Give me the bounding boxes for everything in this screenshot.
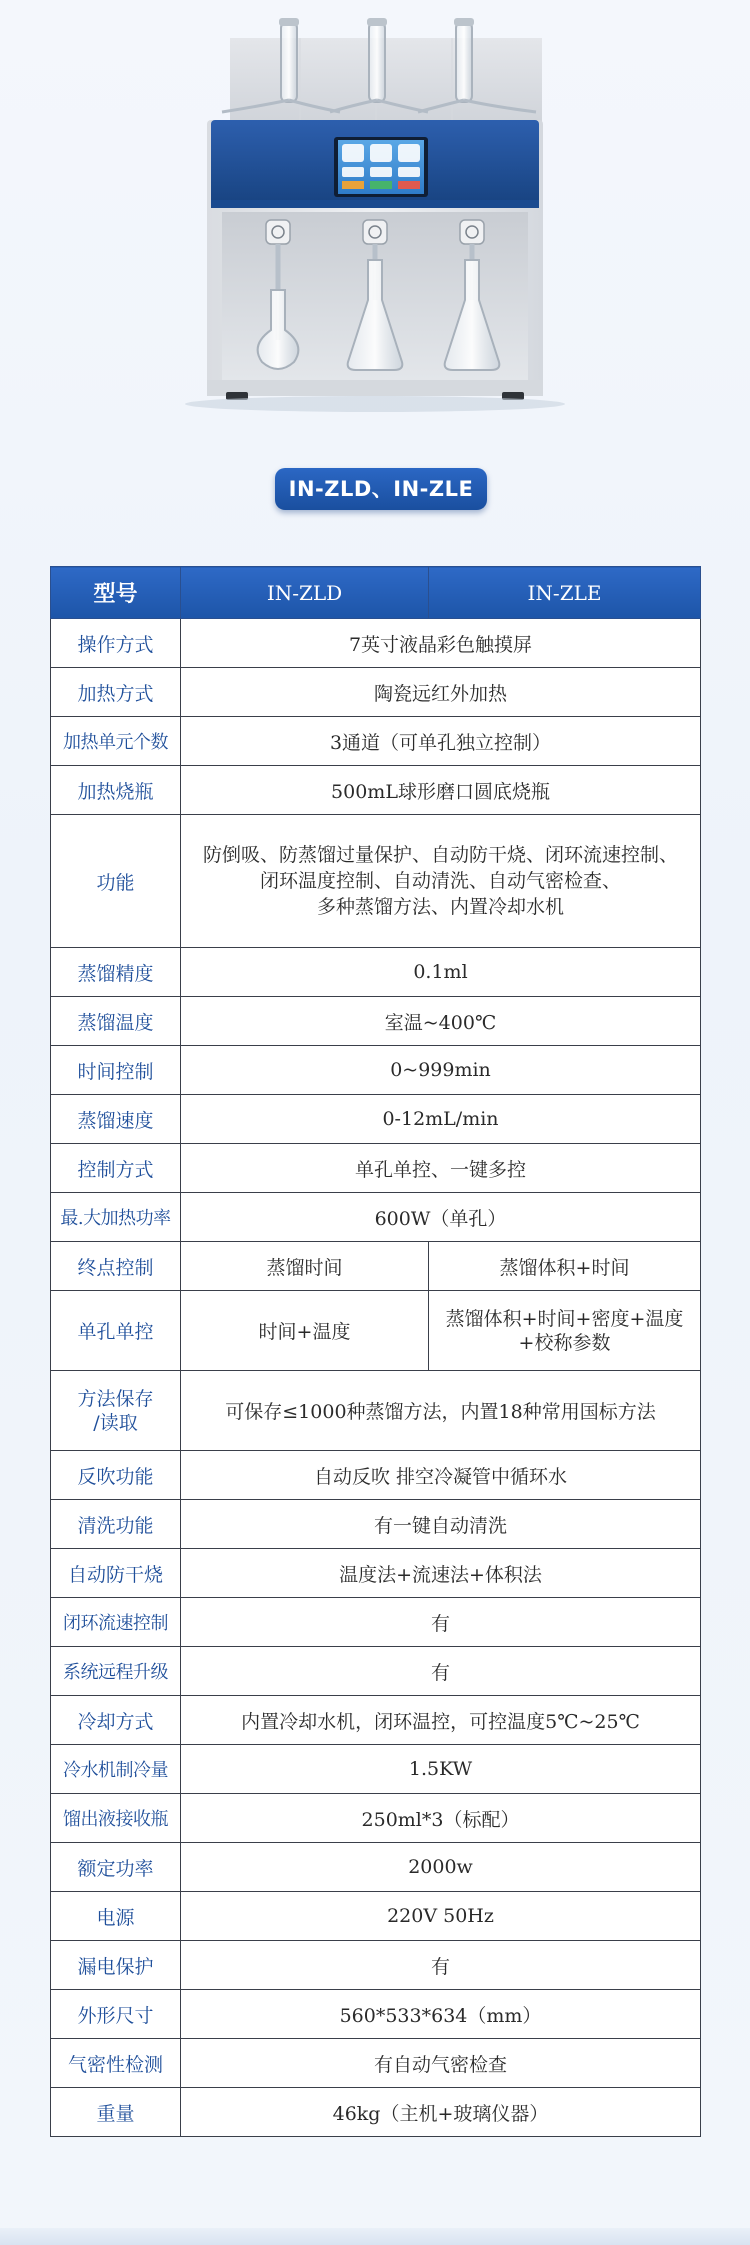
row-value: 有自动气密检查 — [181, 2039, 701, 2088]
row-value: 内置冷却水机，闭环温控，可控温度5℃~25℃ — [181, 1696, 701, 1745]
row-value: 600W（单孔） — [181, 1193, 701, 1242]
row-label: 加热方式 — [51, 668, 181, 717]
row-label: 自动防干烧 — [51, 1549, 181, 1598]
table-row — [51, 717, 701, 766]
row-label-line: 方法保存 — [77, 1387, 154, 1410]
row-label: 加热单元个数 — [51, 717, 181, 766]
row-label: 终点控制 — [51, 1242, 181, 1291]
table-row — [51, 2039, 701, 2088]
row-value: 单孔单控、一键多控 — [181, 1144, 701, 1193]
table-row — [51, 1046, 701, 1095]
row-label: 蒸馏精度 — [51, 948, 181, 997]
row-value-a: 时间+温度 — [181, 1291, 429, 1371]
row-value: 有 — [181, 1941, 701, 1990]
row-value: 陶瓷远红外加热 — [181, 668, 701, 717]
row-label: 闭环流速控制 — [51, 1598, 181, 1647]
bottom-strip — [0, 2228, 750, 2245]
row-label: 气密性检测 — [51, 2039, 181, 2088]
row-label: 操作方式 — [51, 619, 181, 668]
row-value: 250ml*3（标配） — [181, 1794, 701, 1843]
row-label: 清洗功能 — [51, 1500, 181, 1549]
row-value: 可保存≤1000种蒸馏方法，内置18种常用国标方法 — [181, 1371, 701, 1451]
row-label-line: /读取 — [93, 1411, 138, 1434]
row-label: 控制方式 — [51, 1144, 181, 1193]
table-row — [51, 2088, 701, 2137]
row-value: 室温~400℃ — [181, 997, 701, 1046]
row-value-line: 防倒吸、防蒸馏过量保护、自动防干烧、闭环流速控制、 — [202, 844, 678, 866]
spec-table — [50, 566, 701, 2137]
row-value-b — [429, 1291, 701, 1371]
row-value: 0.1ml — [181, 948, 701, 997]
row-value: 0-12mL/min — [181, 1095, 701, 1144]
table-row — [51, 1095, 701, 1144]
row-label — [51, 1371, 181, 1451]
row-label: 最.大加热功率 — [51, 1193, 181, 1242]
table-row — [51, 1794, 701, 1843]
row-label: 电源 — [51, 1892, 181, 1941]
row-label: 漏电保护 — [51, 1941, 181, 1990]
row-value: 有 — [181, 1598, 701, 1647]
row-value: 0~999min — [181, 1046, 701, 1095]
table-row — [51, 1451, 701, 1500]
table-row — [51, 1549, 701, 1598]
row-value: 7英寸液晶彩色触摸屏 — [181, 619, 701, 668]
row-label: 时间控制 — [51, 1046, 181, 1095]
table-row — [51, 1647, 701, 1696]
row-label: 蒸馏速度 — [51, 1095, 181, 1144]
row-label: 加热烧瓶 — [51, 766, 181, 815]
row-value: 温度法+流速法+体积法 — [181, 1549, 701, 1598]
row-label: 蒸馏温度 — [51, 997, 181, 1046]
row-label: 重量 — [51, 2088, 181, 2137]
header-col-a: IN-ZLD — [181, 567, 429, 619]
row-value-line: +校称参数 — [518, 1331, 611, 1354]
table-row — [51, 619, 701, 668]
table-row — [51, 815, 701, 948]
table-row — [51, 1242, 701, 1291]
table-row — [51, 1193, 701, 1242]
row-value-line: 闭环温度控制、自动清洗、自动气密检查、 — [259, 870, 621, 892]
row-value: 有一键自动清洗 — [181, 1500, 701, 1549]
row-value-a: 蒸馏时间 — [181, 1242, 429, 1291]
row-value: 220V 50Hz — [181, 1892, 701, 1941]
row-value: 2000w — [181, 1843, 701, 1892]
table-row — [51, 948, 701, 997]
row-value-b: 蒸馏体积+时间 — [429, 1242, 701, 1291]
row-value: 560*533*634（mm） — [181, 1990, 701, 2039]
row-value: 自动反吹 排空冷凝管中循环水 — [181, 1451, 701, 1500]
row-value-line: 多种蒸馏方法、内置冷却水机 — [316, 896, 564, 918]
row-label: 反吹功能 — [51, 1451, 181, 1500]
table-row — [51, 1500, 701, 1549]
row-label: 单孔单控 — [51, 1291, 181, 1371]
row-label: 功能 — [51, 815, 181, 948]
table-row — [51, 1371, 701, 1451]
table-row — [51, 668, 701, 717]
row-value-line: 蒸馏体积+时间+密度+温度 — [445, 1307, 684, 1330]
row-label: 外形尺寸 — [51, 1990, 181, 2039]
table-row — [51, 1843, 701, 1892]
model-badge: IN-ZLD、IN-ZLE — [275, 468, 487, 510]
table-row — [51, 1291, 701, 1371]
table-row — [51, 1941, 701, 1990]
table-row — [51, 766, 701, 815]
row-value: 46kg（主机+玻璃仪器） — [181, 2088, 701, 2137]
row-value: 500mL球形磨口圆底烧瓶 — [181, 766, 701, 815]
table-row — [51, 1892, 701, 1941]
table-row — [51, 1696, 701, 1745]
table-row — [51, 1144, 701, 1193]
row-value: 3通道（可单孔独立控制） — [181, 717, 701, 766]
header-label: 型号 — [51, 567, 181, 619]
product-image — [0, 0, 750, 440]
row-label: 额定功率 — [51, 1843, 181, 1892]
row-label: 冷水机制冷量 — [51, 1745, 181, 1794]
table-row — [51, 997, 701, 1046]
row-label: 系统远程升级 — [51, 1647, 181, 1696]
row-label: 冷却方式 — [51, 1696, 181, 1745]
header-col-b: IN-ZLE — [429, 567, 701, 619]
table-row — [51, 1745, 701, 1794]
table-header-row — [51, 567, 701, 619]
row-value — [181, 815, 701, 948]
table-row — [51, 1990, 701, 2039]
row-value: 有 — [181, 1647, 701, 1696]
table-row — [51, 1598, 701, 1647]
row-label: 馏出液接收瓶 — [51, 1794, 181, 1843]
row-value: 1.5KW — [181, 1745, 701, 1794]
